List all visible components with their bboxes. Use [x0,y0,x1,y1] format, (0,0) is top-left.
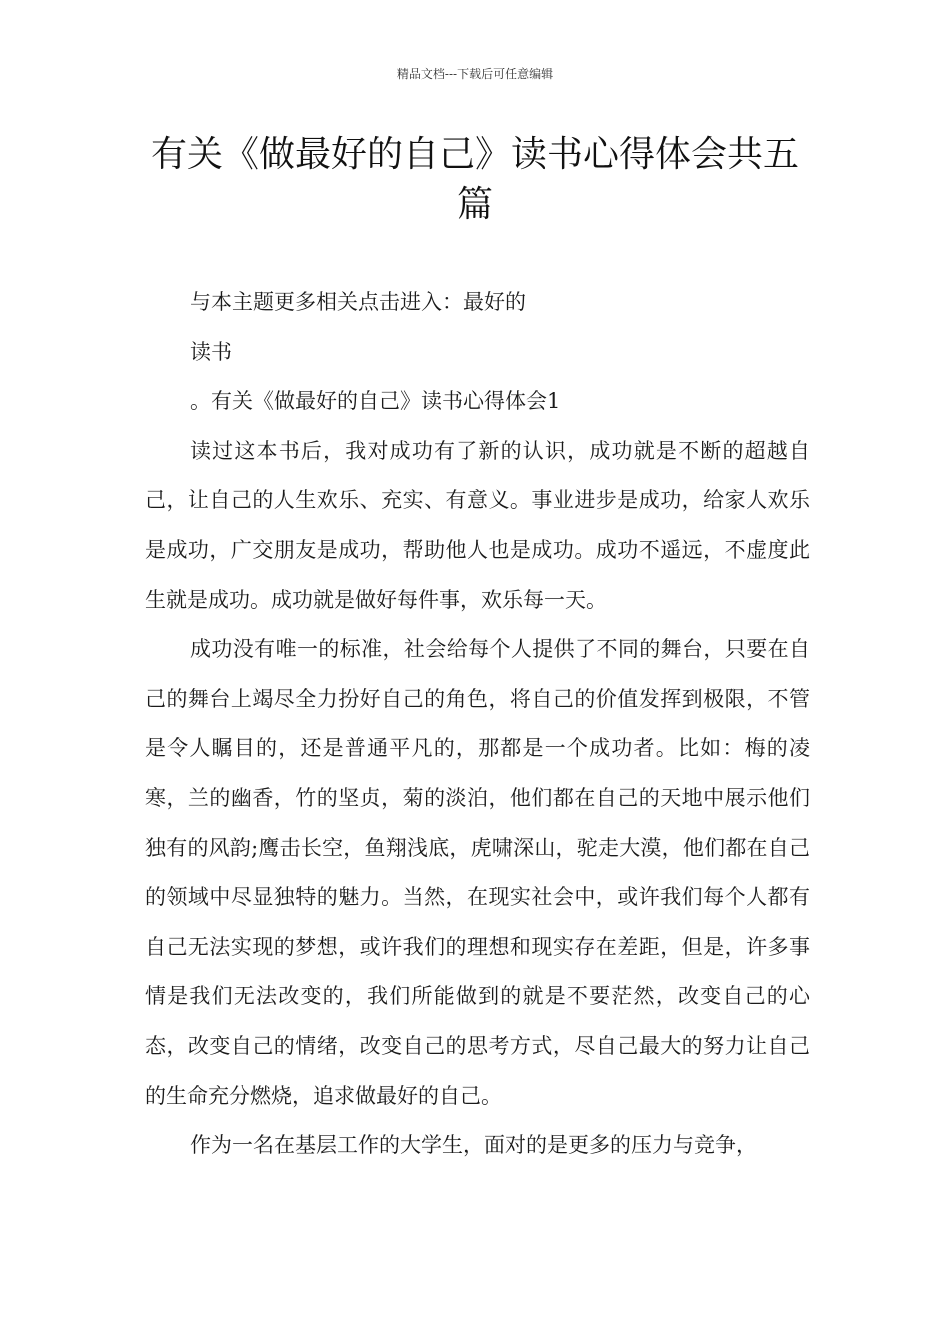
related-topic-line[interactable]: 与本主题更多相关点击进入：最好的 [190,290,526,314]
section-heading: 。有关《做最好的自己》读书心得体会1 [190,389,561,414]
paragraph-3: 作为一名在基层工作的大学生，面对的是更多的压力与竞争， [190,1133,757,1158]
paragraph-2: 成功没有唯一的标准，社会给每个人提供了不同的舞台，只要在自己的舞台上竭尽全力扮好自己的角色，将自己的价值发挥到极限，不管是令人瞩目的，还是普通平凡的，那都是一个成功者。比如：梅的凌寒，兰的幽香，竹的坚贞，菊的淡泊，他们都在自己的天地中展示他们独有的风韵;鹰击长空，鱼翔浅底，虎啸深山，驼走大漠，他们都在自己的领域中尽显独特的魅力。当然，在现实社会中，或许我们每个人都有自己无法实现的梦想，或许我们的理想和现实存在差距，但是，许多事情是我们无法改变的，我们所能做到的就是不要茫然，改变自己的心态，改变自己的情绪，改变自己的思考方式，尽自己最大的努力让自己的生命充分燃烧，追求做最好的自己。 [145,637,810,1108]
header-note: 精品文档---下载后可任意编辑 [396,67,554,81]
related-topic-link-reading[interactable]: 读书 [190,339,232,364]
paragraph-1: 读过这本书后，我对成功有了新的认识，成功就是不断的超越自己，让自己的人生欢乐、充实、有意义。事业进步是成功，给家人欢乐是成功，广交朋友是成功，帮助他人也是成功。成功不遥远，不虚度此生就是成功。成功就是做好每件事，欢乐每一天。 [145,438,810,612]
document-title: 有关《做最好的自己》读书心得体会共五篇 [150,134,799,225]
document-body [145,278,810,1171]
